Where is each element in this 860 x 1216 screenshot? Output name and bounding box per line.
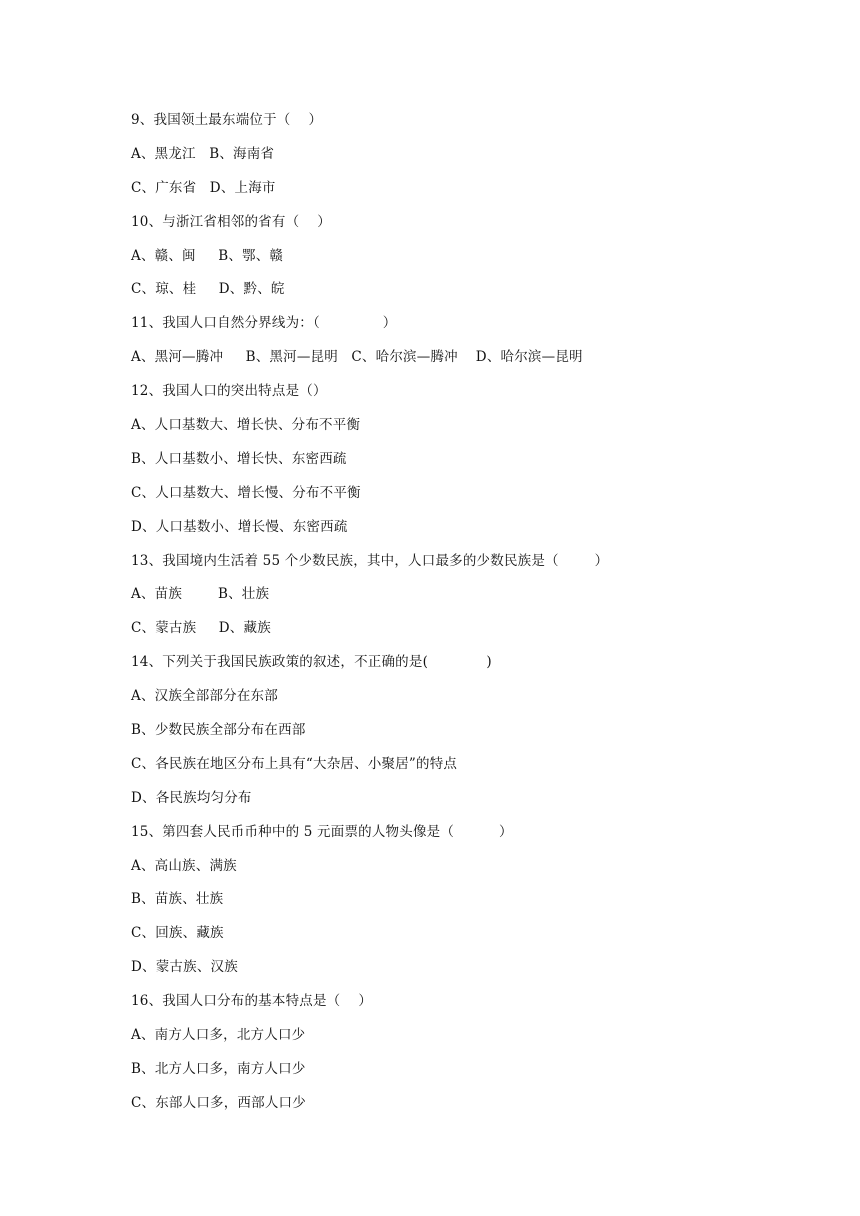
- question-13-options-ab: A、苗族 B、壮族: [131, 586, 270, 603]
- question-12-option-c: C、人口基数大、增长慢、分布不平衡: [131, 484, 361, 501]
- question-12-option-b: B、人口基数小、增长快、东密西疏: [131, 450, 347, 467]
- question-list: [131, 110, 731, 1127]
- question-14-option-a: A、汉族全部部分在东部: [131, 688, 278, 705]
- question-10-options-ab: A、赣、闽 B、鄂、赣: [131, 247, 284, 264]
- question-14-option-c: C、各民族在地区分布上具有“大杂居、小聚居”的特点: [131, 755, 458, 772]
- question-16-option-b: B、北方人口多，南方人口少: [131, 1060, 306, 1077]
- question-15-option-d: D、蒙古族、汉族: [131, 959, 238, 976]
- question-9-stem: 9、我国领土最东端位于（ ）: [131, 112, 323, 128]
- question-15-option-b: B、苗族、壮族: [131, 891, 224, 908]
- question-15-option-a: A、高山族、满族: [131, 857, 237, 874]
- question-12-option-d: D、人口基数小、增长慢、东密西疏: [131, 518, 348, 535]
- question-11-options: A、黑河—腾冲 B、黑河—昆明 C、哈尔滨—腾冲 D、哈尔滨—昆明: [131, 349, 583, 366]
- question-14-option-b: B、少数民族全部分布在西部: [131, 722, 306, 739]
- question-13-stem: 13、我国境内生活着 55 个少数民族，其中，人口最多的少数民族是（ ）: [131, 552, 609, 569]
- question-11-stem: 11、我国人口自然分界线为：（ ）: [131, 315, 397, 332]
- question-15-option-c: C、回族、藏族: [131, 925, 224, 942]
- question-15-stem: 15、第四套人民币币种中的 5 元面票的人物头像是（ ）: [131, 823, 513, 840]
- question-14-stem: 14、下列关于我国民族政策的叙述，不正确的是( ): [131, 654, 492, 671]
- question-14-option-d: D、各民族均匀分布: [131, 789, 252, 806]
- question-16-option-a: A、南方人口多，北方人口少: [131, 1027, 306, 1044]
- question-9-options-cd: C、广东省 D、上海市: [131, 179, 276, 196]
- question-16-stem: 16、我国人口分布的基本特点是（ ）: [131, 993, 373, 1010]
- question-13-options-cd: C、蒙古族 D、藏族: [131, 620, 271, 637]
- question-9-options-ab: A、黑龙江 B、海南省: [131, 145, 275, 162]
- question-10-options-cd: C、琼、桂 D、黔、皖: [131, 281, 285, 298]
- question-10-stem: 10、与浙江省相邻的省有（ ）: [131, 213, 331, 230]
- question-12-stem: 12、我国人口的突出特点是（）: [131, 383, 327, 400]
- question-16-option-c: C、东部人口多，西部人口少: [131, 1094, 306, 1111]
- question-12-option-a: A、人口基数大、增长快、分布不平衡: [131, 417, 361, 434]
